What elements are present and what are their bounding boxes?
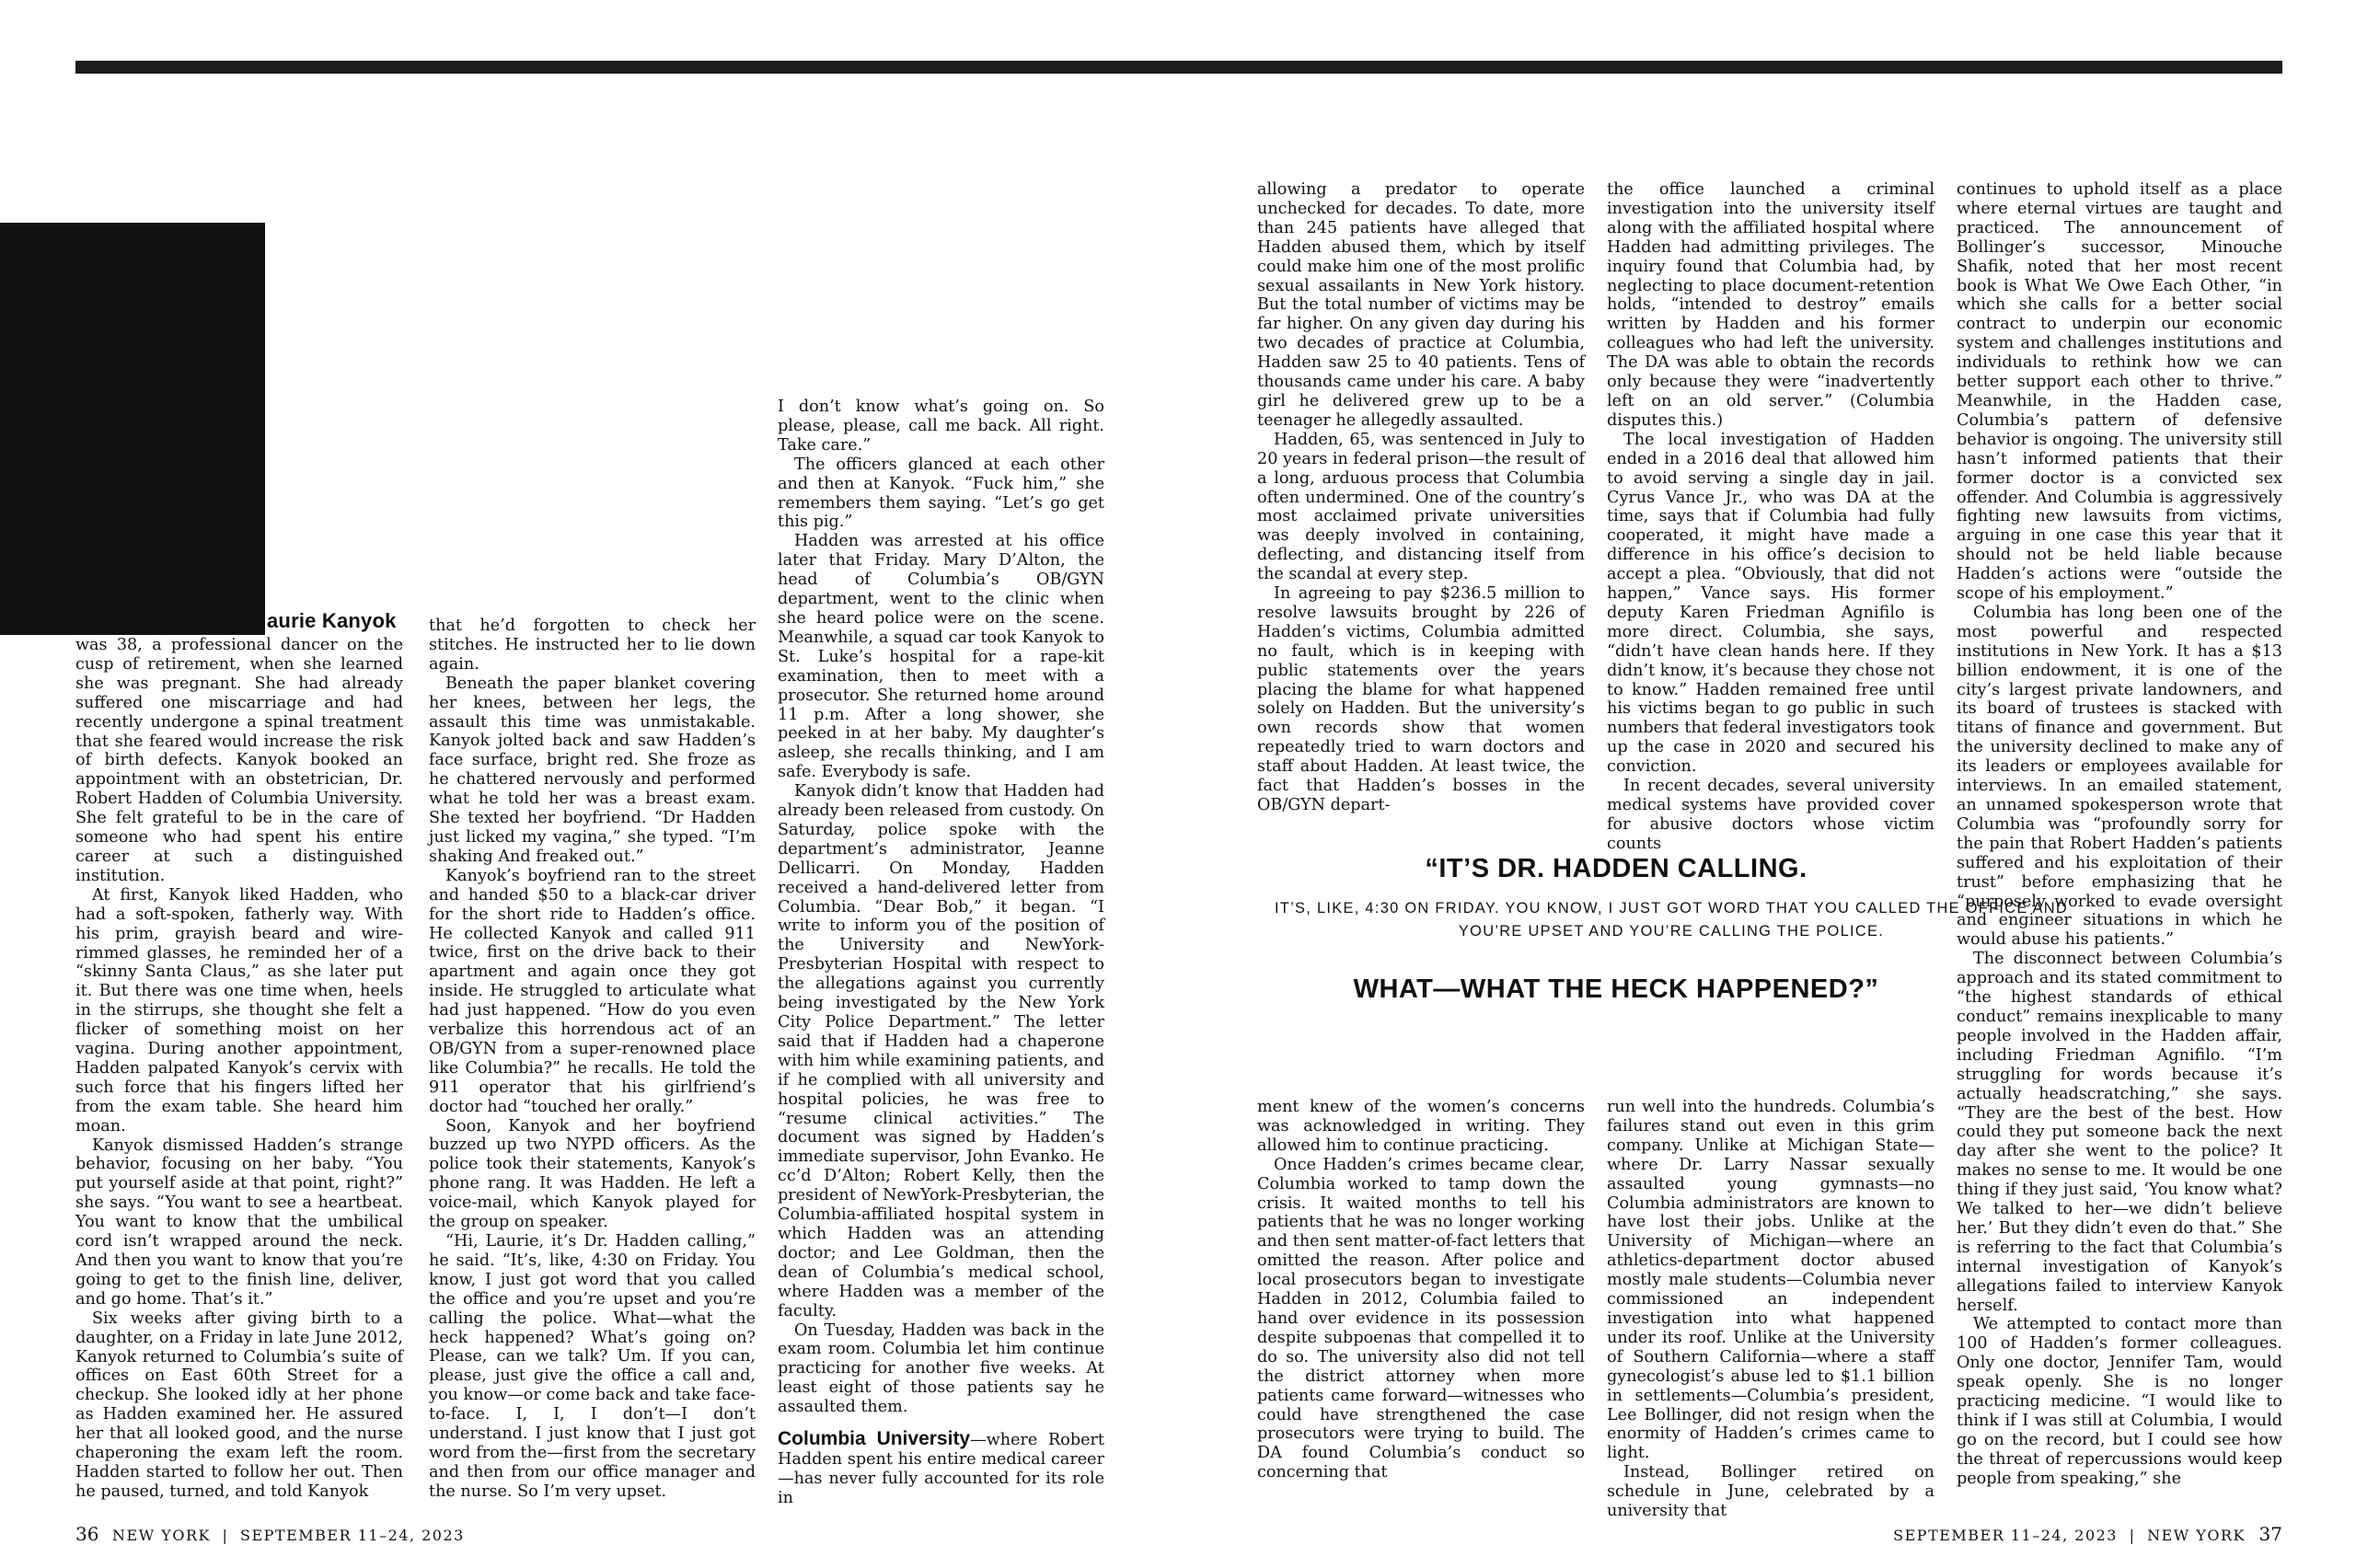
article-paragraph: run well into the hundreds. Columbia’s failures stand out even in this grim company. Unlike at Michigan State—where Dr. Larry Nassar sexually assaulted young gymnasts—no Columbia administrators are known to have lost their jobs. Unlike at the University of Michigan—where an athletics-department doctor abused mostly male students—Columbia never commissioned an independent investigation into what happened under its roof. Unlike at the University of Southern California—where a staff gynecologist’s abuse led to $1.1 billion in settlements—Columbia’s president, Lee Bollinger, did not resign when the enormity of Hadden’s crimes came to light. bbox=[1607, 1098, 1934, 1463]
article-column-2 bbox=[429, 617, 756, 1501]
article-paragraph: Kanyok didn’t know that Hadden had already been released from custody. On Saturday, police spoke with the department’s administrator, Jeanne Dellicarri. On Monday, Hadden received a hand-delivered letter from Columbia. “Dear Bob,” it began. “I write to inform you of the position of the University and NewYork-Presbyterian Hospital with respect to the allegations against you currently being investigated by the New York City Police Department.” The letter said that if Hadden had a chaperone with him while examining patients, and if he complied with all university and hospital policies, he was free to “resume clinical activities.” The document was signed by Hadden’s immediate supervisor, John Evanko. He cc’d D’Alton; Robert Kelly, then the president of NewYork-Presbyterian, the Columbia-affiliated hospital system in which Hadden was an attending doctor; and Lee Goldman, then the dean of Columbia’s medical school, where Hadden was a member of the faculty. bbox=[778, 782, 1104, 1320]
article-paragraph: Hadden, 65, was sentenced in July to 20 years in federal prison—the result of a long, arduous process that Columbia often undermined. One of the country’s most acclaimed private universities was deeply involved in containing, deflecting, and distancing itself from the scandal at every step. bbox=[1257, 430, 1585, 584]
article-paragraph: the office launched a criminal investigation into the university itself along with the affiliated hospital where Hadden had admitting privileges. The inquiry found that Columbia had, by neglecting to place document-retention holds, “intended to destroy” emails written by Hadden and his former colleagues who had left the university. The DA was able to obtain the records only because they were “inadvertently left on an old server.” (Columbia disputes this.) bbox=[1607, 180, 1934, 430]
article-paragraph: In recent decades, several university medical systems have provided cover for abusive doctors whose victim counts bbox=[1607, 777, 1934, 853]
magazine-name-left: NEW YORK bbox=[112, 1527, 211, 1544]
section-lead-paragraph bbox=[778, 1430, 1104, 1508]
article-paragraph: Kanyok dismissed Hadden’s strange behavior, focusing on her baby. “You put yourself aside at that point, right?” she says. “You want to see a heartbeat. You want to know that the umbilical cord isn’t wrapped around the neck. And then you want to know that you’re going to get to the finish line, deliver, and go home. That’s it.” bbox=[75, 1136, 403, 1309]
page-number-right: 37 bbox=[2258, 1523, 2282, 1545]
top-rule bbox=[75, 61, 2282, 74]
pull-quote-closing: WHAT—WHAT THE HECK HAPPENED?” bbox=[1353, 974, 1879, 1004]
article-paragraph: “Hi, Laurie, it’s Dr. Hadden calling,” he said. “It’s, like, 4:30 on Friday. You know, I just got word that you called the office and you’re upset and you’re calling the police. What—what the heck happened? What’s going on? Please, can we talk? Um. If you can, please, just give the office a call and, you know—or come back and take face-to-face. I, I, I don’t—I don’t understand. I just know that I just got word from the—first from the secretary and then from our office manager and the nurse. So I’m very upset. bbox=[429, 1232, 756, 1501]
article-paragraph: allowing a predator to operate unchecked for decades. To date, more than 245 patients have alleged that Hadden abused them, which by itself could make him one of the most prolific sexual assailants in New York history. But the total number of victims may be far higher. On any given day during his two decades of practice at Columbia, Hadden saw 25 to 40 patients. Tens of thousands came under his care. A baby girl he delivered grew up to be a teenager he allegedly assaulted. bbox=[1257, 180, 1585, 430]
article-paragraph: On Tuesday, Hadden was back in the exam room. Columbia let him continue practicing for another five weeks. At least eight of those patients say he assaulted them. bbox=[778, 1320, 1104, 1417]
drop-cap-stem bbox=[0, 223, 92, 635]
article-paragraph: Columbia has long been one of the most powerful and respected institutions in New York. It has a $13 billion endowment, it is one of the city’s largest private landowners, and its board of trustees is stacked with titans of finance and government. But the university declined to make any of its leaders or employees available for interviews. In an emailed statement, an unnamed spokesperson wrote that Columbia was “profoundly sorry for the pain that Robert Hadden’s patients suffered and his exploitation of their trust” before emphasizing that he “purposely worked to evade oversight and engineer situations in which he would abuse his patients.” bbox=[1957, 603, 2282, 950]
article-column-3 bbox=[778, 398, 1104, 1507]
section-lead-text: —where Robert Hadden spent his entire medical career—has never fully accounted for its role in bbox=[778, 1431, 1104, 1507]
article-paragraph: ment knew of the women’s concerns was acknowledged in writing. They allowed him to continue practicing. bbox=[1257, 1098, 1585, 1155]
article-column-5-bottom bbox=[1607, 1098, 1934, 1521]
article-paragraph: In agreeing to pay $236.5 million to resolve lawsuits brought by 226 of Hadden’s victims, Columbia admitted no fault, which is in keeping with public statements over the years placing the blame for what happened solely on Hadden. But the university’s own records show that women repeatedly tried to warn doctors and staff about Hadden. At least twice, the fact that Hadden’s bosses in the OB/GYN depart- bbox=[1257, 584, 1585, 814]
article-paragraph: Beneath the paper blanket covering her knees, between her legs, the assault this time was unmistakable. Kanyok jolted back and saw Hadden’s face surface, bright red. She froze as he chattered nervously and performed what he told her was a breast exam. She texted her boyfriend. “Dr Hadden just licked my vagina,” she typed. “I’m shaking And freaked out.” bbox=[429, 674, 756, 866]
article-paragraph: I don’t know what’s going on. So please, please, call me back. All right. Take care.” bbox=[778, 398, 1104, 455]
article-paragraph: continues to uphold itself as a place where eternal virtues are taught and practiced. The announcement of Bollinger’s successor, Minouche Shafik, noted that her most recent book is What We Owe Each Other, “in which she calls for a better social contract to underpin our economic system and challenges institutions and individuals to rethink how we can better support each other to thrive.” Meanwhile, in the Hadden case, Columbia’s pattern of defensive behavior is ongoing. The university still hasn’t informed patients that their former doctor is a convicted sex offender. And Columbia is aggressively fighting new lawsuits from victims, arguing in one case this year that it should not be held liable because Hadden’s actions were “outside the scope of his employment.” bbox=[1957, 180, 2282, 604]
article-paragraph: that he’d forgotten to check her stitches. He instructed her to lie down again. bbox=[429, 617, 756, 674]
article-paragraph: Soon, Kanyok and her boyfriend buzzed up two NYPD officers. As the police took their statements, Kanyok’s phone rang. It was Hadden. He left a voice-mail, which Kanyok played for the group on speaker. bbox=[429, 1116, 756, 1232]
magazine-name-right: NEW YORK bbox=[2147, 1527, 2246, 1544]
section-subhead: Columbia University bbox=[778, 1428, 971, 1450]
article-paragraph: Instead, Bollinger retired on schedule in June, celebrated by a university that bbox=[1607, 1463, 1934, 1521]
article-paragraph: The officers glanced at each other and then at Kanyok. “Fuck him,” she remembers them saying. “Let’s go get this pig.” bbox=[778, 455, 1104, 532]
article-column-5-top bbox=[1607, 180, 1934, 853]
article-paragraph: We attempted to contact more than 100 of Hadden’s former colleagues. Only one doctor, Jennifer Tam, would speak openly. She is no longer practicing medicine. “I would like to think if I was still at Columbia, I would go on the record, but I could see how the threat of repercussions would keep people from speaking,” she bbox=[1957, 1315, 2282, 1488]
issue-date-left: SEPTEMBER 11–24, 2023 bbox=[240, 1527, 465, 1544]
pull-quote-body: IT’S, LIKE, 4:30 ON FRIDAY. YOU KNOW, I JUST GOT WORD THAT YOU CALLED THE OFFICE AND YOU’RE UPSET AND YOU’RE CALLING THE POLICE. bbox=[1274, 900, 2069, 940]
page-number-left: 36 bbox=[75, 1523, 99, 1545]
article-column-6 bbox=[1957, 180, 2282, 1488]
article-paragraph: Hadden was arrested at his office later that Friday. Mary D’Alton, the head of Columbia’s OB/GYN department, went to the clinic when she heard police were on the scene. Meanwhile, a squad car took Kanyok to St. Luke’s hospital for a rape-kit examination, then to meet with a prosecutor. She returned home around 11 p.m. After a long shower, she peeked in at her baby. My daughter’s asleep, she recalls thinking, and I am safe. Everybody is safe. bbox=[778, 532, 1104, 782]
folio-left: 36 NEW YORK | SEPTEMBER 11–24, 2023 bbox=[75, 1523, 465, 1545]
article-paragraph: Six weeks after giving birth to a daughter, on a Friday in late June 2012, Kanyok returned to Columbia’s suite of offices on East 60th Street for a checkup. She looked idly at her phone as Hadden examined her. He assured her that all looked good, and the nurse chaperoning the exam left the room. Hadden started to follow her out. Then he paused, turned, and told Kanyok bbox=[75, 1309, 403, 1501]
pull-quote bbox=[1257, 854, 2085, 1005]
folio-right: SEPTEMBER 11–24, 2023 | NEW YORK 37 bbox=[1893, 1523, 2282, 1545]
article-paragraph: was 38, a professional dancer on the cusp of retirement, when she learned she was pregnant. She had already suffered one miscarriage and had recently undergone a spinal treatment that she feared would increase the risk of birth defects. Kanyok booked an appointment with an obstetrician, Dr. Robert Hadden of Columbia University. She felt grateful to be in the care of someone who had spent his entire career at such a distinguished institution. bbox=[75, 636, 403, 885]
drop-cap-letter-l bbox=[0, 223, 265, 635]
article-paragraph: The disconnect between Columbia’s approach and its stated commitment to “the highest standards of ethical conduct” remains inexplicable to many people involved in the Hadden affair, including Friedman Agnifilo. “I’m struggling for words because it’s actually headscratching,” she says. “They are the best of the best. How could they put someone back the next day after she went to the police? It makes no sense to me. It would be one thing if they just said, ‘You know what? We talked to her—we didn’t believe her.’ But they didn’t even do that.” She is referring to the fact that Columbia’s internal investigation of Kanyok’s allegations failed to interview Kanyok herself. bbox=[1957, 950, 2282, 1315]
pull-quote-opening: “IT’S DR. HADDEN CALLING. bbox=[1425, 854, 1807, 883]
article-column-1 bbox=[75, 636, 403, 1501]
article-paragraph: Kanyok’s boyfriend ran to the street and handed $50 to a black-car driver for the short ride to Hadden’s office. He collected Kanyok and called 911 twice, first on the drive back to their apartment and again once they got inside. He struggled to articulate what had just happened. “How do you even verbalize this horrendous act of an OB/GYN from a super-renowned place like Columbia?” he recalls. He told the 911 operator that his girlfriend’s doctor had “touched her orally.” bbox=[429, 866, 756, 1116]
article-paragraph: Once Hadden’s crimes became clear, Columbia worked to tamp down the crisis. It waited months to tell his patients that he was no longer working and then sent matter-of-fact letters that omitted the reason. After police and local prosecutors began to investigate Hadden in 2012, Columbia failed to hand over evidence in its possession despite subpoenas that compelled it to do so. The university also did not tell the district attorney when more patients came forward—witnesses who could have strengthened the case prosecutors were trying to build. The DA found Columbia’s conduct so concerning that bbox=[1257, 1155, 1585, 1482]
article-column-4-top bbox=[1257, 180, 1585, 814]
article-column-4-bottom bbox=[1257, 1098, 1585, 1484]
lead-in-name: aurie Kanyok bbox=[267, 609, 397, 632]
article-paragraph: At first, Kanyok liked Hadden, who had a soft-spoken, fatherly way. With his prim, grayish beard and wire-rimmed glasses, he reminded her of a “skinny Santa Claus,” as she later put it. But there was one time when, heels in the stirrups, she thought she felt a flicker of something moist on her vagina. During another appointment, Hadden palpated Kanyok’s cervix with such force that his fingers lifted her from the exam table. She heard him moan. bbox=[75, 885, 403, 1136]
article-paragraph: The local investigation of Hadden ended in a 2016 deal that allowed him to avoid serving a single day in jail. Cyrus Vance Jr., who was DA at the time, says that if Columbia had fully cooperated, it might have made a difference in his office’s decision to accept a plea. “Obviously, that did not happen,” Vance says. His former deputy Karen Friedman Agnifilo is more direct. Columbia, she says, “didn’t have clean hands here. If they didn’t know, it’s because they chose not to know.” Hadden remained free until his victims began to go public in such numbers that federal investigators took up the case in 2020 and secured his conviction. bbox=[1607, 430, 1934, 777]
issue-date-right: SEPTEMBER 11–24, 2023 bbox=[1893, 1527, 2118, 1544]
